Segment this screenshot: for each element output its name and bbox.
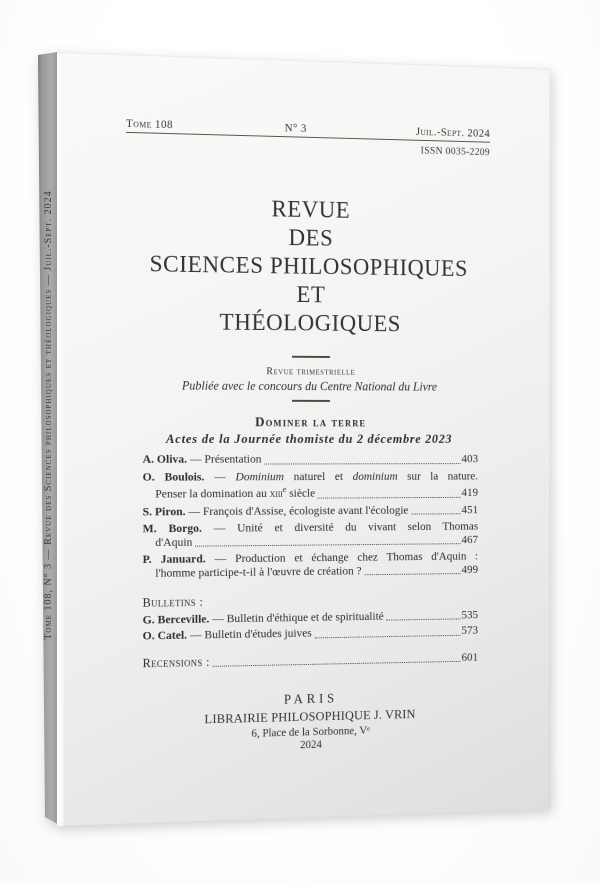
toc-text-segment: Unité et diversité du vivant selon Thomas bbox=[237, 518, 479, 535]
imprint-year: 2024 bbox=[300, 738, 322, 752]
toc-entry-text: P. Januard. — Production et échange chez Thomas d'Aquin : bbox=[142, 548, 479, 567]
journal-title-line: THÉOLOGIQUES bbox=[219, 309, 401, 338]
masthead-tome: Tome 108 bbox=[125, 117, 173, 132]
dotted-leader bbox=[386, 618, 460, 620]
toc-page-number: 403 bbox=[461, 451, 479, 466]
imprint-block bbox=[126, 687, 490, 756]
toc-author: G. Berceville. bbox=[142, 611, 210, 627]
spine-text: Tome 108, N° 3 — Revue des Sciences philosophiques et théologiques — Juil.-Sept. 2024 bbox=[43, 190, 54, 640]
bulletins-label: Bulletins : bbox=[142, 594, 204, 610]
toc-line bbox=[143, 624, 478, 643]
front-cover bbox=[57, 52, 550, 826]
dotted-leader bbox=[318, 496, 461, 498]
dotted-leader bbox=[195, 543, 460, 547]
toc-entry-text: S. Piron. — François d'Assise, écologiste avant l'écologie bbox=[142, 502, 409, 518]
toc-entry-text: G. Berceville. — Bulletin d'éthique et de spiritualité bbox=[142, 608, 384, 627]
toc-page-number: 601 bbox=[461, 649, 479, 664]
toc-text-segment: naturel et bbox=[283, 468, 353, 483]
toc-text-segment: Production et échange chez Thomas d'Aquin : bbox=[235, 548, 479, 565]
dotted-leader bbox=[411, 513, 460, 514]
cover-content bbox=[126, 118, 490, 756]
toc-text-segment: l'homme participe-t-il à l'œuvre de création ? bbox=[155, 563, 362, 580]
toc-entry bbox=[143, 624, 478, 643]
imprint-address: 6, Place de la Sorbonne, Vᵉ bbox=[251, 724, 370, 740]
issn-line: ISSN 0035-2209 bbox=[420, 145, 491, 159]
dotted-leader bbox=[264, 463, 460, 464]
toc-text-segment: Penser la domination au bbox=[155, 486, 270, 501]
toc-text-segment: François d'Assise, écologiste avant l'écologie bbox=[202, 502, 409, 518]
toc-text-segment: xiii bbox=[269, 486, 283, 500]
toc-author: M. Borgo. bbox=[142, 520, 202, 536]
toc-entry bbox=[143, 452, 478, 466]
toc-page-number: 451 bbox=[461, 502, 479, 516]
toc-author: P. Januard. bbox=[142, 551, 206, 567]
masthead-date: Juil.-Sept. 2024 bbox=[415, 126, 491, 140]
toc-text-segment: Bulletin d'études juives bbox=[204, 625, 312, 642]
dotted-leader bbox=[213, 661, 461, 667]
dossier-title: Dominer la terre bbox=[255, 414, 367, 430]
toc-entry-text: O. Catel. — Bulletin d'études juives bbox=[142, 625, 312, 643]
journal-title-line: DES bbox=[288, 225, 334, 252]
toc-entry-text bbox=[155, 535, 192, 549]
toc-text-segment: d'Aquin bbox=[155, 534, 193, 549]
patronage-line: Publiée avec le concours du Centre National du Livre bbox=[181, 378, 438, 394]
toc-entry-text: M. Borgo. — Unité et diversité du vivant selon Thomas bbox=[142, 518, 479, 536]
toc-line bbox=[143, 469, 478, 483]
recensions-row bbox=[143, 650, 478, 670]
dotted-leader bbox=[364, 573, 460, 575]
toc-entry bbox=[143, 503, 478, 518]
toc-line bbox=[143, 452, 478, 466]
toc-page-number: 535 bbox=[461, 607, 479, 621]
toc-line bbox=[143, 563, 478, 580]
toc-author: A. Oliva. bbox=[142, 451, 188, 466]
toc-entry-text bbox=[155, 483, 315, 501]
toc-line bbox=[143, 503, 478, 518]
journal-title bbox=[126, 193, 490, 340]
toc-author: O. Boulois. bbox=[142, 469, 205, 484]
toc-text-segment: Bulletin d'éthique et de spiritualité bbox=[226, 608, 384, 625]
toc-text-segment: siècle bbox=[286, 485, 316, 500]
toc-text-segment: dominium bbox=[352, 468, 398, 483]
toc-entry bbox=[143, 550, 478, 580]
toc-page-number: 499 bbox=[461, 561, 479, 576]
toc-page-number: 467 bbox=[461, 531, 479, 546]
journal-title-line: REVUE bbox=[271, 196, 351, 224]
toc-page-number: 573 bbox=[461, 622, 479, 637]
journal-title-line: ET bbox=[296, 282, 326, 309]
toc-text-segment: Présentation bbox=[204, 451, 262, 466]
toc-entry bbox=[143, 469, 478, 501]
toc-text-segment: e bbox=[282, 485, 287, 494]
masthead-number: N° 3 bbox=[284, 122, 307, 135]
recensions-label: Recensions : bbox=[142, 654, 210, 670]
toc-text-segment: sur la nature. bbox=[397, 468, 479, 483]
toc-entry-text: A. Oliva. — Présentation bbox=[142, 451, 262, 466]
table-of-contents bbox=[143, 452, 478, 670]
imprint-publisher: LIBRAIRIE PHILOSOPHIQUE J. VRIN bbox=[204, 706, 416, 727]
toc-text-segment: Dominium bbox=[235, 468, 284, 483]
dotted-leader bbox=[315, 634, 461, 638]
divider-rule-bottom bbox=[292, 400, 330, 402]
toc-author: S. Piron. bbox=[142, 503, 186, 518]
dossier-subtitle: Actes de la Journée thomiste du 2 décembre 2023 bbox=[166, 431, 453, 446]
toc-author: O. Catel. bbox=[142, 627, 188, 643]
toc-entry-text: O. Boulois. — Dominium naturel et dominium sur la nature. bbox=[142, 468, 479, 484]
journal-title-line: SCIENCES PHILOSOPHIQUES bbox=[149, 251, 468, 282]
toc-line bbox=[143, 482, 478, 501]
toc-entry bbox=[143, 520, 478, 549]
toc-page-number: 419 bbox=[461, 485, 479, 499]
periodicity-line: Revue trimestrielle bbox=[266, 366, 356, 378]
toc-entry-text bbox=[155, 564, 361, 580]
imprint-city: PARIS bbox=[283, 690, 338, 707]
divider-rule-top bbox=[292, 356, 330, 358]
